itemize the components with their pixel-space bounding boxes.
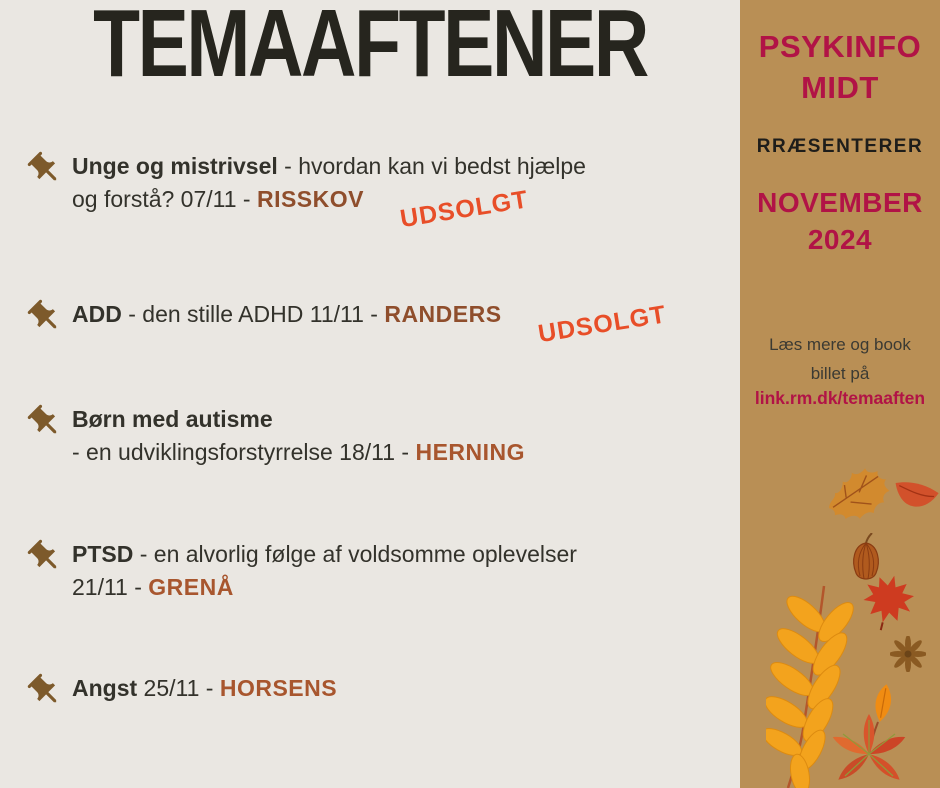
event-description: - en udviklingsforstyrrelse 18/11 -: [72, 439, 416, 465]
event-date: 25/11 -: [137, 675, 220, 701]
month-label: NOVEMBER 2024: [757, 187, 923, 255]
maple-leaf-image: [851, 564, 924, 639]
event-location: HERNING: [415, 439, 526, 465]
event-title: Angst: [72, 675, 138, 701]
star-anise-image: [890, 636, 926, 672]
event-description: - hvordan kan vi bedst hjælpe: [277, 153, 586, 179]
creeper-leaf-image: [826, 714, 912, 788]
brand-title: PSYKINFO MIDT: [758, 29, 922, 105]
pushpin-icon: [26, 150, 64, 188]
booking-link[interactable]: link.rm.dk/temaaften: [754, 388, 926, 408]
cta-text: Læs mere og book billet på: [769, 335, 911, 383]
event-title: PTSD: [72, 541, 134, 567]
event-date: og forstå? 07/11 -: [72, 186, 257, 212]
sidebar: [740, 0, 940, 788]
pushpin-icon: [26, 403, 64, 441]
event-location: HORSENS: [219, 675, 338, 701]
event-location: RISSKOV: [256, 186, 364, 212]
event-title: Unge og mistrivsel: [72, 153, 278, 179]
event-title: ADD: [72, 301, 122, 327]
event-location: RANDERS: [384, 301, 502, 327]
soldout-badge: UDSOLGT: [535, 300, 668, 349]
red-leaf-fragment-image: [890, 477, 940, 515]
event-location: GRENÅ: [148, 574, 234, 600]
event-description: - en alvorlig følge af voldsomme oplevelser: [133, 541, 577, 567]
oak-leaf-image: [811, 453, 901, 537]
pushpin-icon: [26, 672, 64, 710]
pushpin-icon: [26, 538, 64, 576]
event-title: Børn med autisme: [72, 406, 273, 432]
presents-label: RRÆSENTERER: [756, 136, 924, 157]
soldout-badge: UDSOLGT: [398, 185, 531, 234]
event-description: - den stille ADHD 11/11 -: [121, 301, 385, 327]
pushpin-icon: [26, 298, 64, 336]
page-title: TEMAAFTENER: [93, 0, 647, 97]
event-date: 21/11 -: [72, 574, 149, 600]
